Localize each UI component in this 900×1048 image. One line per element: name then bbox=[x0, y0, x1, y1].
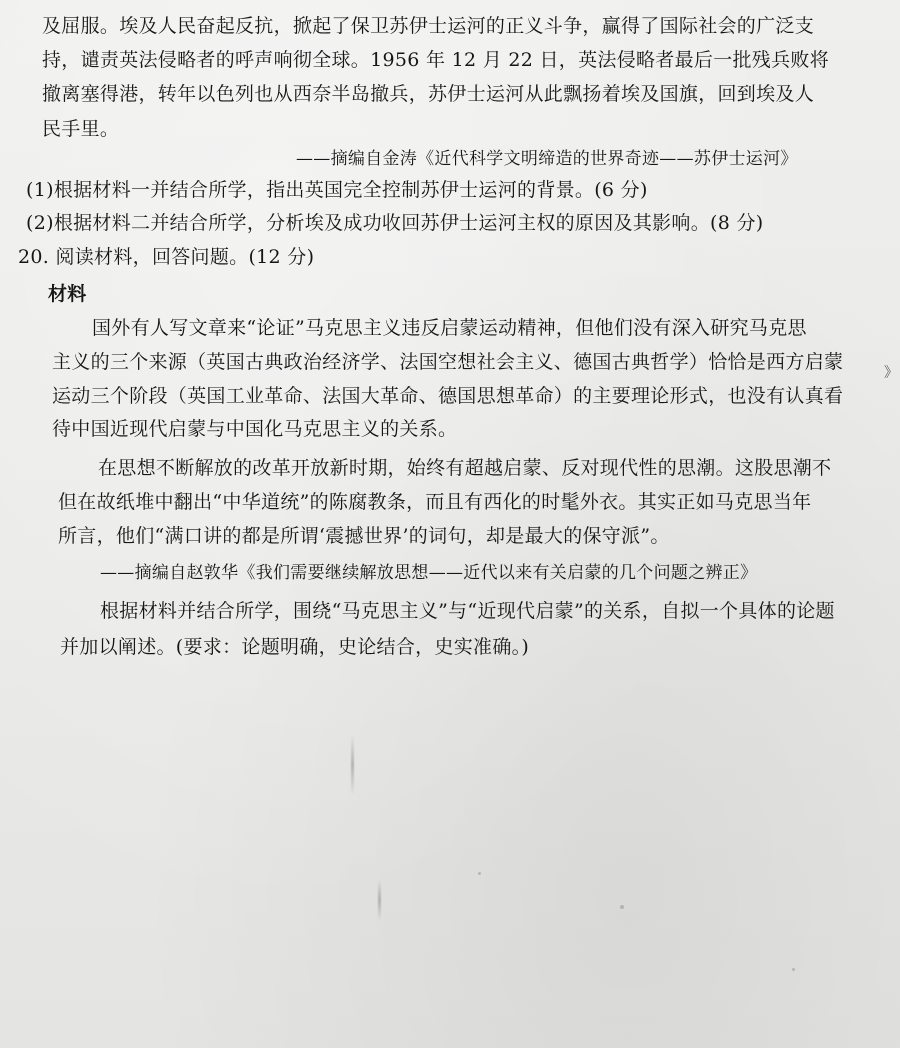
page-edge-mark: 》 bbox=[884, 365, 898, 381]
q19-subquestion-1: (1)根据材料一并结合所学，指出英国完全控制苏伊士运河的背景。(6 分) bbox=[26, 179, 648, 201]
scan-speck bbox=[620, 905, 624, 909]
q20-para2-line-3: 所言，他们“满口讲的都是所谓‘震撼世界’的词句，却是最大的保守派”。 bbox=[58, 525, 670, 547]
q20-question-line-1: 根据材料并结合所学，围绕“马克思主义”与“近现代启蒙”的关系，自拟一个具体的论题 bbox=[100, 600, 835, 622]
material2-line-2: 持，谴责英法侵略者的呼声响彻全球。1956 年 12 月 22 日，英法侵略者最后一批残兵败将 bbox=[42, 49, 830, 71]
scan-speck bbox=[478, 872, 481, 875]
material-label: 材料 bbox=[48, 283, 87, 305]
material2-line-3: 撤离塞得港，转年以色列也从西奈半岛撤兵，苏伊士运河从此飘扬着埃及国旗，回到埃及人 bbox=[42, 83, 815, 105]
material2-line-1: 及屈服。埃及人民奋起反抗，掀起了保卫苏伊士运河的正义斗争，赢得了国际社会的广泛支 bbox=[42, 15, 815, 37]
q20-para1-line-1: 国外有人写文章来“论证”马克思主义违反启蒙运动精神，但他们没有深入研究马克思 bbox=[92, 317, 807, 339]
q20-para2-line-1: 在思想不断解放的改革开放新时期，始终有超越启蒙、反对现代性的思潮。这股思潮不 bbox=[98, 457, 832, 479]
q20-para1-line-2: 主义的三个来源（英国古典政治经济学、法国空想社会主义、德国古典哲学）恰恰是西方启蒙 bbox=[52, 351, 844, 373]
scan-smear bbox=[351, 735, 354, 795]
q20-para2-line-2: 但在故纸堆中翻出“中华道统”的陈腐教条，而且有西化的时髦外衣。其实正如马克思当年 bbox=[58, 491, 812, 513]
scan-smear bbox=[378, 880, 381, 920]
scan-speck bbox=[792, 968, 795, 971]
q20-source: ——摘编自赵敦华《我们需要继续解放思想——近代以来有关启蒙的几个问题之辨正》 bbox=[100, 563, 758, 583]
q20-question-line-2: 并加以阐述。(要求：论题明确，史论结合，史实准确。) bbox=[60, 636, 530, 658]
q20-para1-line-4: 待中国近现代启蒙与中国化马克思主义的关系。 bbox=[52, 418, 458, 440]
q19-subquestion-2: (2)根据材料二并结合所学，分析埃及成功收回苏伊士运河主权的原因及其影响。(8 分) bbox=[26, 212, 764, 234]
q20-header: 20. 阅读材料，回答问题。(12 分) bbox=[18, 246, 315, 268]
material2-source: ——摘编自金涛《近代科学文明缔造的世界奇迹——苏伊士运河》 bbox=[296, 149, 798, 169]
q20-para1-line-3: 运动三个阶段（英国工业革命、法国大革命、德国思想革命）的主要理论形式，也没有认真看 bbox=[52, 385, 844, 407]
material2-line-4: 民手里。 bbox=[42, 118, 120, 140]
